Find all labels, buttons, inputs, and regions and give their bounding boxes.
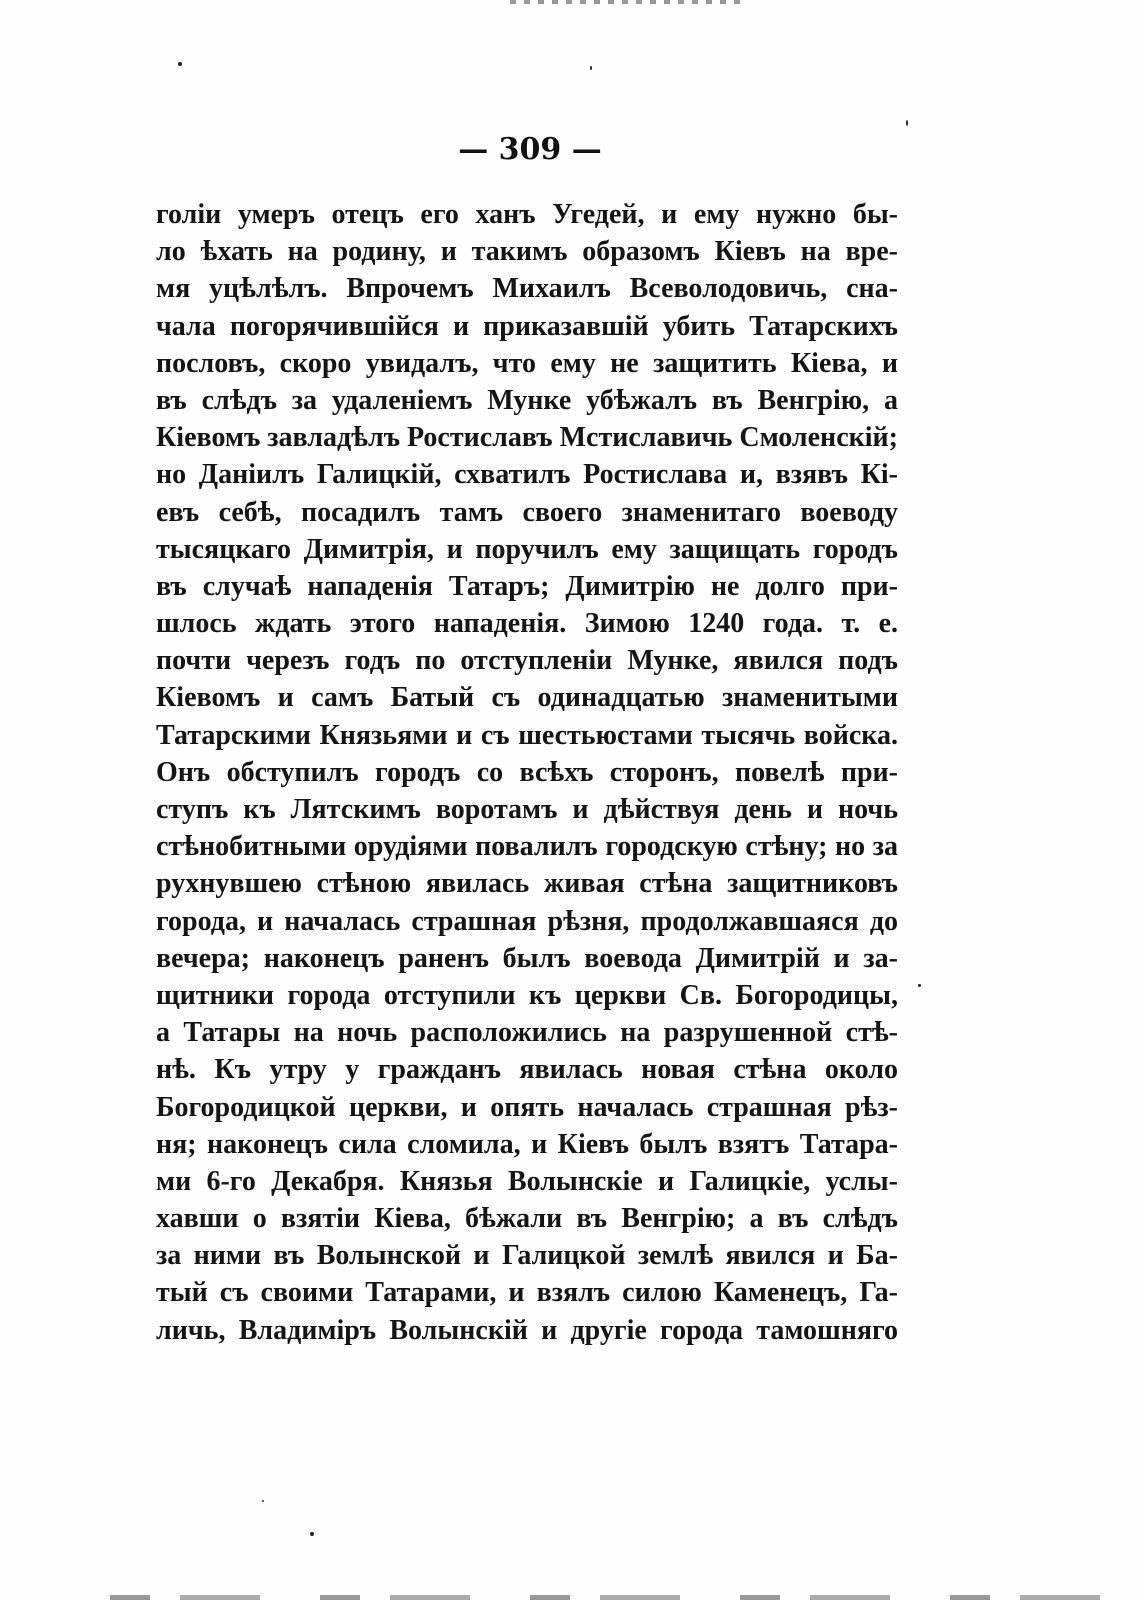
text-line: ми 6-го Декабря. Князья Волынскіе и Галицкіе, услы-	[156, 1165, 898, 1197]
text-line: голіи умеръ отецъ его ханъ Угедей, и ему нужно бы-	[156, 199, 898, 230]
scan-edge-top	[510, 0, 740, 4]
text-line: Кіевомъ завладѣлъ Ростиславъ Мстиславичь Смоленскій;	[156, 422, 898, 454]
scan-speck	[590, 66, 592, 70]
text-line: пословъ, скоро увидалъ, что ему не защитить Кіева, и	[156, 347, 898, 379]
text-line: шлось ждать этого нападенія. Зимою 1240 года. т. е.	[156, 608, 898, 640]
text-line: евъ себѣ, посадилъ тамъ своего знаменитаго воеводу	[156, 496, 898, 528]
text-line: за ними въ Волынской и Галицкой землѣ явился и Ба-	[156, 1240, 898, 1272]
text-line: ло ѣхать на родину, и такимъ образомъ Кіевъ на вре-	[156, 236, 898, 268]
text-line: рухнувшею стѣною явилась живая стѣна защитниковъ	[156, 868, 898, 900]
text-line: стѣнобитными орудіями повалилъ городскую стѣну; но за	[156, 831, 898, 863]
text-line: а Татары на ночь расположились на разрушенной стѣ-	[156, 1017, 898, 1049]
text-line: вечера; наконецъ раненъ былъ воевода Димитрій и за-	[156, 942, 898, 974]
text-line: мя уцѣлѣлъ. Впрочемъ Михаилъ Всеволодовичь, сна-	[156, 273, 898, 305]
text-line: почти черезъ годъ по отступленіи Мунке, явился подъ	[156, 645, 898, 677]
text-line: ня; наконецъ сила сломила, и Кіевъ былъ взятъ Татара-	[156, 1128, 898, 1160]
text-line: тый съ своими Татарами, и взялъ силою Каменецъ, Га-	[156, 1277, 898, 1309]
text-line: въ случаѣ нападенія Татаръ; Димитрію не долго при-	[156, 570, 898, 602]
text-line: личь, Владиміръ Волынскій и другіе города тамошняго	[156, 1314, 898, 1346]
text-line: тысяцкаго Димитрія, и поручилъ ему защищать городъ	[156, 533, 898, 565]
text-line: города, и началась страшная рѣзня, продолжавшаяся до	[156, 905, 898, 937]
text-line: но Даніилъ Галицкій, схватилъ Ростислава и, взявъ Кі-	[156, 459, 898, 491]
scan-speck	[918, 984, 921, 987]
text-line: нѣ. Къ утру у гражданъ явилась новая стѣна около	[156, 1054, 898, 1086]
page-number: — 309 —	[458, 132, 602, 167]
text-line: Кіевомъ и самъ Батый съ одинадцатью знаменитыми	[156, 682, 898, 714]
text-line: ступъ къ Лятскимъ воротамъ и дѣйствуя день и ночь	[156, 794, 898, 825]
text-line: Татарскими Князьями и съ шестьюстами тысячь войска.	[156, 719, 898, 751]
text-line: Онъ обступилъ городъ со всѣхъ сторонъ, повелѣ при-	[156, 756, 898, 788]
text-line: Богородицкой церкви, и опять началась страшная рѣз-	[156, 1091, 898, 1123]
scan-edge-bottom	[110, 1595, 1110, 1600]
scan-speck	[262, 1500, 264, 1502]
text-line: чала погорячившійся и приказавшій убить Татарскихъ	[156, 310, 898, 342]
scan-speck	[178, 62, 182, 66]
scan-speck	[310, 1532, 314, 1536]
body-text	[156, 196, 898, 1349]
text-line: щитники города отступили къ церкви Св. Богородицы,	[156, 979, 898, 1011]
scan-speck	[906, 120, 908, 126]
text-line: въ слѣдъ за удаленіемъ Мунке убѣжалъ въ Венгрію, а	[156, 384, 898, 416]
text-line: хавши о взятіи Кіева, бѣжали въ Венгрію; а въ слѣдъ	[156, 1203, 898, 1235]
